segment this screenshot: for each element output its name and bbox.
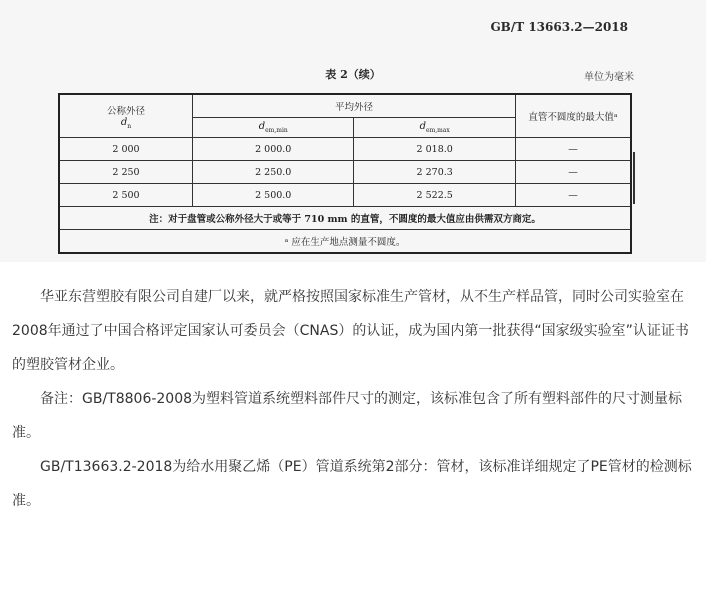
cell-min: 2 500.0	[193, 184, 354, 207]
header-nominal	[59, 94, 193, 138]
symbol-sub: em,min	[265, 127, 288, 134]
scanned-standard-excerpt	[0, 0, 706, 262]
table-footnote: ᵃ 应在生产地点测量不圆度。	[59, 230, 631, 254]
cell-min: 2 000.0	[193, 138, 354, 161]
cell-ovality: —	[515, 184, 631, 207]
table-note-row	[59, 207, 631, 230]
table-header-row	[59, 94, 631, 118]
cell-ovality: —	[515, 161, 631, 184]
header-nominal-label: 公称外径	[107, 105, 146, 117]
cell-dn: 2 250	[59, 161, 193, 184]
table-title: 表 2（续）	[325, 68, 381, 81]
header-mean-max	[354, 118, 515, 138]
cell-max: 2 270.3	[354, 161, 515, 184]
standard-code: GB/T 13663.2—2018	[490, 20, 628, 34]
header-ovality: 直管不圆度的最大值ᵃ	[515, 94, 631, 138]
header-mean: 平均外径	[193, 94, 516, 118]
cell-dn: 2 000	[59, 138, 193, 161]
symbol-sub: n	[127, 122, 132, 130]
cell-ovality: —	[515, 138, 631, 161]
cell-min: 2 250.0	[193, 161, 354, 184]
symbol-d: d	[258, 121, 266, 132]
table-row	[59, 161, 631, 184]
body-paragraph-3: GB/T13663.2-2018为给水用聚乙烯（PE）管道系统第2部分：管材，该标准详细规定了PE管材的检测标准。	[12, 459, 692, 509]
header-mean-min	[193, 118, 354, 138]
table-note: 注：对于盘管或公称外径大于或等于 710 mm 的直管，不圆度的最大值应由供需双方商定。	[59, 207, 631, 230]
header-nominal-symbol	[60, 117, 192, 130]
cell-max: 2 522.5	[354, 184, 515, 207]
table-footnote-row	[59, 230, 631, 254]
symbol-d: d	[419, 121, 426, 132]
dimension-table	[58, 93, 632, 254]
body-paragraph-1: 华亚东营塑胶有限公司自建厂以来，就严格按照国家标准生产管材，从不生产样品管，同时公司实验室在2008年通过了中国合格评定国家认可委员会（CNAS）的认证，成为国内第一批获得“国家级实验室”认证证书的塑胶管材企业。	[12, 289, 689, 373]
cell-max: 2 018.0	[354, 138, 515, 161]
table-row	[59, 184, 631, 207]
cell-dn: 2 500	[59, 184, 193, 207]
table-row	[59, 138, 631, 161]
symbol-sub: em,max	[425, 127, 450, 134]
symbol-d: d	[120, 116, 128, 128]
body-paragraph-2: 备注：GB/T8806-2008为塑料管道系统塑料部件尺寸的测定，该标准包含了所有塑料部件的尺寸测量标准。	[12, 391, 683, 441]
scan-edge-line	[633, 152, 635, 204]
unit-note: 单位为毫米	[584, 72, 634, 83]
